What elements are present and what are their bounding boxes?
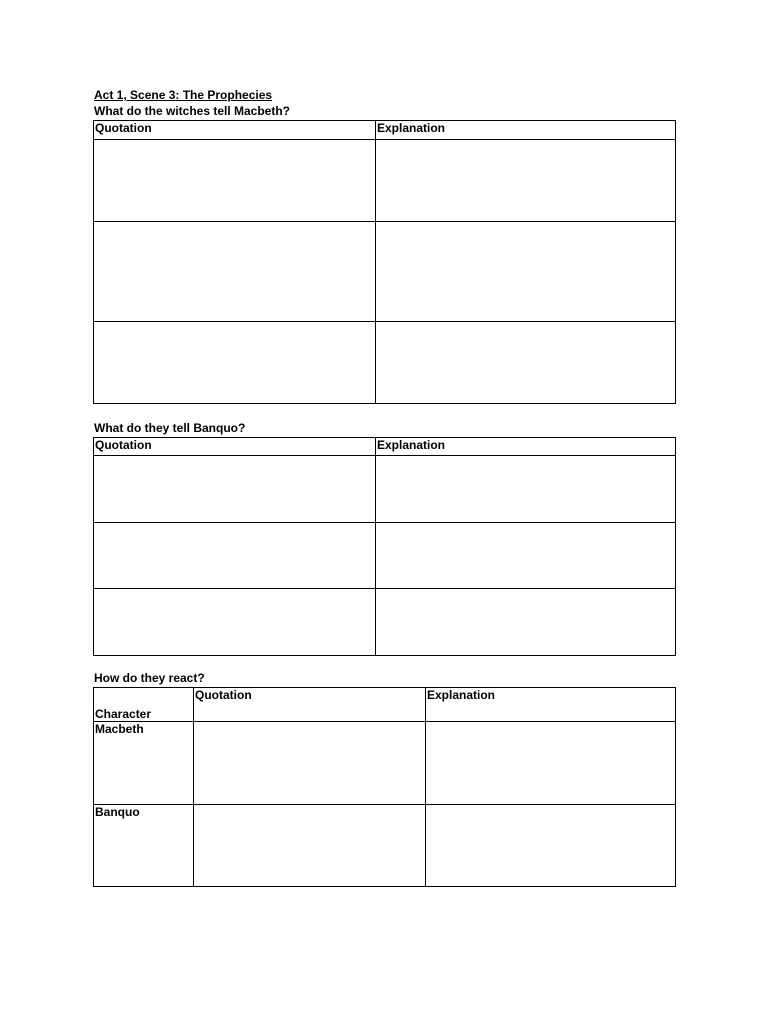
table-row	[94, 456, 676, 523]
explanation-cell[interactable]	[376, 523, 676, 589]
quotation-cell[interactable]	[94, 322, 376, 404]
explanation-cell[interactable]	[426, 722, 676, 805]
question-tell-banquo: What do they tell Banquo?	[94, 421, 246, 435]
header-quotation: Quotation	[94, 121, 376, 140]
explanation-cell[interactable]	[376, 456, 676, 523]
header-quotation: Quotation	[194, 688, 426, 722]
explanation-cell[interactable]	[376, 140, 676, 222]
quotation-cell[interactable]	[194, 722, 426, 805]
table-row	[94, 322, 676, 404]
explanation-cell[interactable]	[426, 805, 676, 887]
header-explanation: Explanation	[376, 438, 676, 456]
character-cell-banquo: Banquo	[94, 805, 194, 887]
character-cell-macbeth: Macbeth	[94, 722, 194, 805]
table-header-row	[94, 688, 676, 722]
table-row	[94, 222, 676, 322]
table-row	[94, 589, 676, 656]
header-character: Character	[94, 688, 194, 722]
question-how-react: How do they react?	[94, 671, 205, 685]
page-title: Act 1, Scene 3: The Prophecies	[94, 88, 273, 102]
quotation-cell[interactable]	[94, 140, 376, 222]
explanation-cell[interactable]	[376, 222, 676, 322]
quotation-cell[interactable]	[194, 805, 426, 887]
table-row	[94, 523, 676, 589]
quotation-cell[interactable]	[94, 523, 376, 589]
explanation-cell[interactable]	[376, 589, 676, 656]
explanation-cell[interactable]	[376, 322, 676, 404]
question-witches-tell-macbeth: What do the witches tell Macbeth?	[94, 104, 291, 118]
table-row	[94, 140, 676, 222]
table-reactions	[93, 687, 676, 887]
header-quotation: Quotation	[94, 438, 376, 456]
table-macbeth-prophecies	[93, 120, 676, 404]
table-header-row	[94, 438, 676, 456]
table-row-macbeth	[94, 722, 676, 805]
header-explanation: Explanation	[376, 121, 676, 140]
quotation-cell[interactable]	[94, 456, 376, 523]
quotation-cell[interactable]	[94, 222, 376, 322]
header-explanation: Explanation	[426, 688, 676, 722]
table-header-row	[94, 121, 676, 140]
table-banquo-prophecies	[93, 437, 676, 656]
quotation-cell[interactable]	[94, 589, 376, 656]
table-row-banquo	[94, 805, 676, 887]
